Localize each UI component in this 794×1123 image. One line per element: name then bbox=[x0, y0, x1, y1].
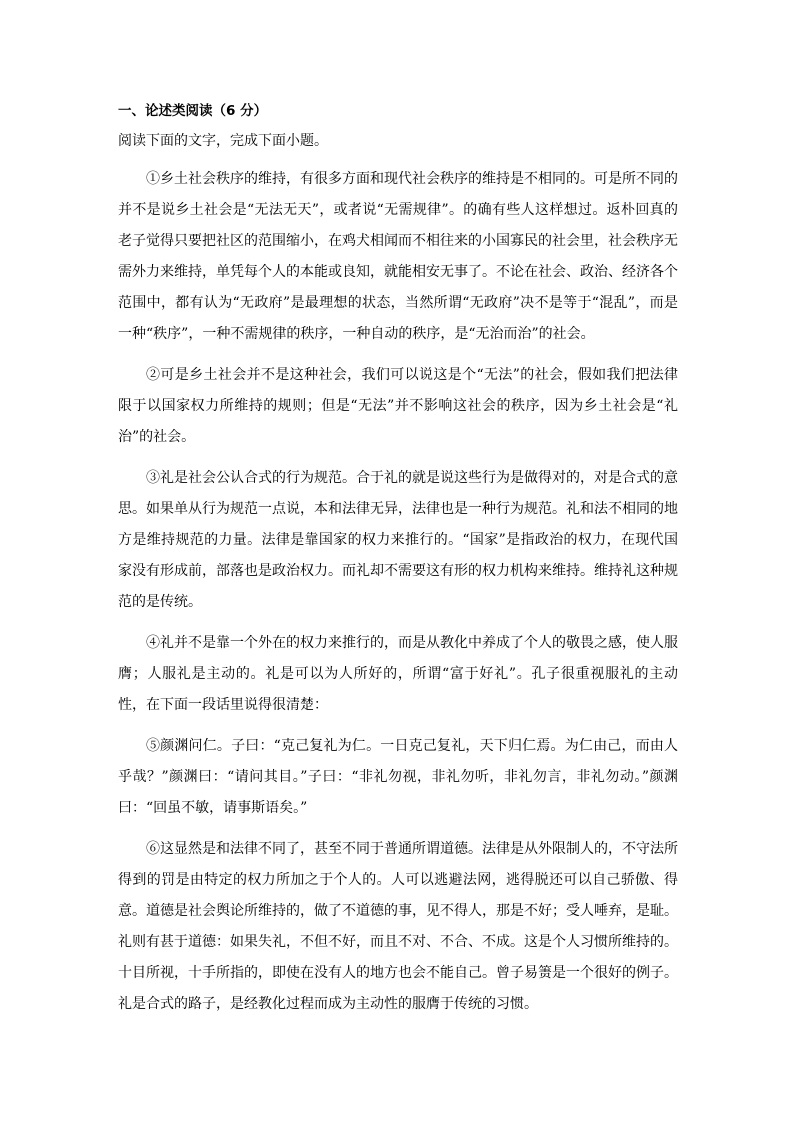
document-page bbox=[118, 98, 678, 1030]
instruction-text: 阅读下面的文字，完成下面小题。 bbox=[118, 133, 328, 149]
paragraph-4: ④礼并不是靠一个外在的权力来推行的，而是从教化中养成了个人的敬畏之感，使人服膺；人服礼是主动的。礼是可以为人所好的，所谓“富于好礼”。孔子很重视服礼的主动性，在下面一段话里说得很清楚： bbox=[118, 635, 678, 713]
paragraph-1: ①乡土社会秩序的维持，有很多方面和现代社会秩序的维持是不相同的。可是所不同的并不是说乡土社会是“无法无天”，或者说“无需规律”。的确有些人这样想过。返朴回真的老子觉得只要把社区的范围缩小，在鸡犬相闻而不相往来的小国寡民的社会里，社会秩序无需外力来维持，单凭每个人的本能或良知，就能相安无事了。不论在社会、政治、经济各个范围中，都有认为“无政府”是最理想的状态，当然所谓“无政府”决不是等于“混乱”，而是一种“秩序”，一种不需规律的秩序，一种自动的秩序，是“无治而治”的社会。 bbox=[118, 171, 678, 342]
section-title: 一、论述类阅读（6 分） bbox=[118, 103, 268, 119]
paragraph-3: ③礼是社会公认合式的行为规范。合于礼的就是说这些行为是做得对的，对是合式的意思。如果单从行为规范一点说，本和法律无异，法律也是一种行为规范。礼和法不相同的地方是维持规范的力量。法律是靠国家的权力来推行的。“国家”是指政治的权力，在现代国家没有形成前，部落也是政治权力。而礼却不需要这有形的权力机构来维持。维持礼这种规范的是传统。 bbox=[118, 470, 678, 610]
paragraph-6: ⑥这显然是和法律不同了，甚至不同于普通所谓道德。法律是从外限制人的，不守法所得到的罚是由特定的权力所加之于个人的。人可以逃避法网，逃得脱还可以自己骄傲、得意。道德是社会舆论所维持的，做了不道德的事，见不得人，那是不好；受人唾弃，是耻。礼则有甚于道德：如果失礼，不但不好，而且不对、不合、不成。这是个人习惯所维持的。十目所视，十手所指的，即使在没有人的地方也会不能自己。曾子易箦是一个很好的例子。礼是合式的路子，是经教化过程而成为主动性的服膺于传统的习惯。 bbox=[118, 841, 678, 1012]
paragraph-5: ⑤颜渊问仁。子曰：“克己复礼为仁。一日克己复礼，天下归仁焉。为仁由己，而由人乎哉？”颜渊曰：“请问其目。”子曰：“非礼勿视，非礼勿听，非礼勿言，非礼勿动。”颜渊曰：“回虽不敏，请事斯语矣。” bbox=[118, 738, 678, 816]
paragraph-2: ②可是乡土社会并不是这种社会，我们可以说这是个“无法”的社会，假如我们把法律限于以国家权力所维持的规则；但是“无法”并不影响这社会的秩序，因为乡土社会是“礼治”的社会。 bbox=[118, 367, 678, 445]
